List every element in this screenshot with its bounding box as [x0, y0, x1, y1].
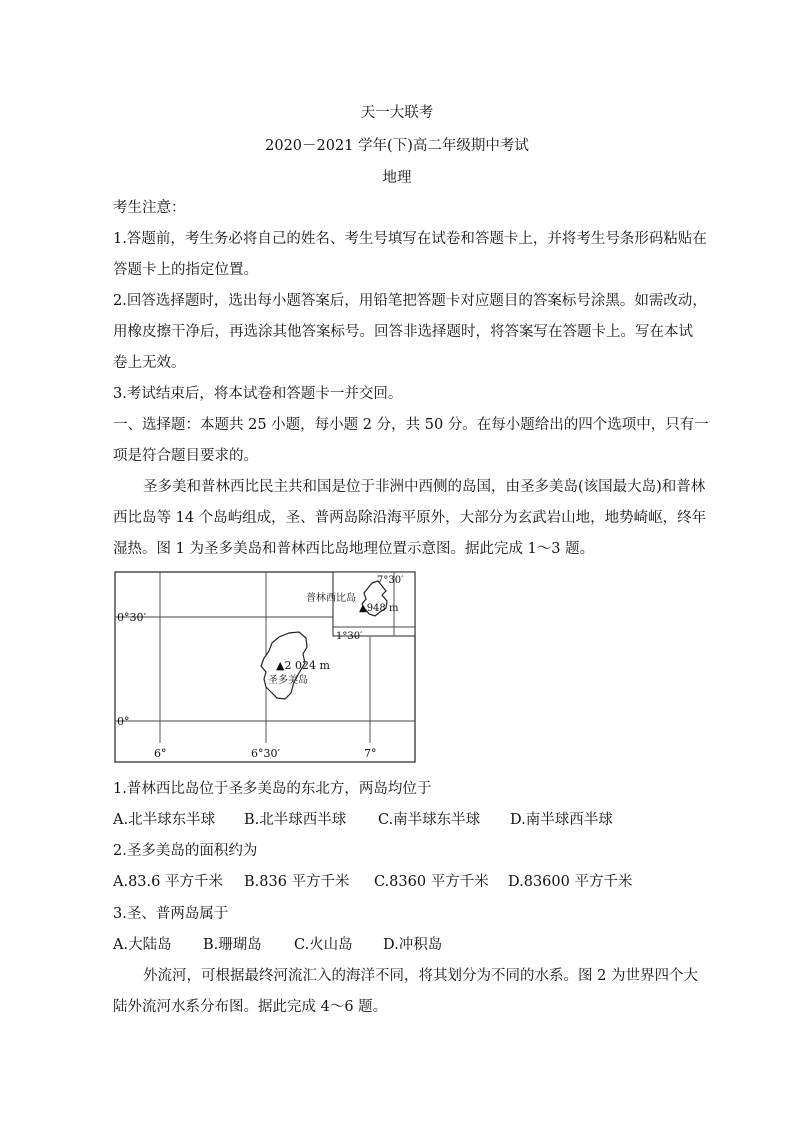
notice-title: 考生注意： [113, 200, 186, 216]
lat-label-0-30: 0°30′ [117, 611, 146, 624]
option-a: A.大陆岛 [113, 937, 172, 953]
saotome-island-label: 圣多美岛 [268, 675, 308, 686]
option-b: B.北半球西半球 [244, 812, 347, 828]
exam-org: 天一大联考 [360, 105, 434, 121]
lat-label-0: 0° [117, 715, 130, 728]
inset-lon-label: 7°30′ [377, 575, 404, 586]
option-a: A.83.6 平方千米 [113, 874, 223, 890]
question-stem-3: 3.圣、普两岛属于 [113, 906, 229, 922]
section-intro: 项是符合题目要求的。 [113, 448, 258, 464]
question-stem-2: 2.圣多美岛的面积约为 [113, 843, 258, 859]
question-stem-1: 1.普林西比岛位于圣多美岛的东北方，两岛均位于 [113, 781, 432, 797]
option-a: A.北半球东半球 [113, 812, 216, 828]
passage-line: 陆外流河水系分布图。据此完成 4～6 题。 [113, 999, 388, 1015]
option-d: D.冲积岛 [383, 937, 443, 953]
option-c: C.火山岛 [294, 937, 353, 953]
notice-line: 1.答题前，考生务必将自己的姓名、考生号填写在试卷和答题卡上，并将考生号条形码粘贴在 [113, 231, 707, 247]
inset-lat-label: 1°30′ [336, 631, 363, 642]
principe-island-label: 普林西比岛 [306, 593, 356, 604]
passage-line: 西比岛等 14 个岛屿组成，圣、普两岛除沿海平原外，大部分为玄武岩山地，地势崎岖，终年 [113, 510, 707, 526]
exam-title: 2020－2021 学年(下)高二年级期中考试 [265, 138, 529, 154]
option-b: B.836 平方千米 [244, 874, 350, 890]
notice-line: 3.考试结束后，将本试卷和答题卡一并交回。 [113, 386, 403, 402]
option-c: C.南半球东半球 [378, 812, 481, 828]
passage-line: 湿热。图 1 为圣多美岛和普林西比岛地理位置示意图。据此完成 1～3 题。 [113, 541, 595, 557]
section-intro: 一、选择题：本题共 25 小题，每小题 2 分，共 50 分。在每小题给出的四个选项中，只有一 [113, 417, 709, 433]
option-c: C.8360 平方千米 [374, 874, 489, 890]
notice-line: 卷上无效。 [113, 355, 186, 371]
passage-line: 圣多美和普林西比民主共和国是位于非洲中西侧的岛国，由圣多美岛(该国最大岛)和普林 [143, 479, 706, 495]
option-d: D.南半球西半球 [510, 812, 613, 828]
option-d: D.83600 平方千米 [508, 874, 633, 890]
notice-line: 答题卡上的指定位置。 [113, 262, 258, 278]
lon-label-6-30: 6°30′ [251, 747, 280, 760]
lon-label-6: 6° [154, 747, 167, 760]
option-b: B.珊瑚岛 [203, 937, 262, 953]
lon-label-7: 7° [364, 747, 377, 760]
passage-line: 外流河，可根据最终河流汇入的海洋不同，将其划分为不同的水系。图 2 为世界四个大 [143, 968, 698, 984]
notice-line: 2.回答选择题时，选出每小题答案后，用铅笔把答题卡对应题目的答案标号涂黑。如需改动， [113, 293, 707, 309]
island-location-map [114, 571, 416, 763]
saotome-peak-label: ▲2 024 m [276, 659, 330, 672]
exam-subject: 地理 [382, 170, 412, 186]
notice-line: 用橡皮擦干净后，再选涂其他答案标号。回答非选择题时，将答案写在答题卡上。写在本试 [113, 324, 693, 340]
principe-peak-label: ▲948 m [359, 603, 399, 614]
